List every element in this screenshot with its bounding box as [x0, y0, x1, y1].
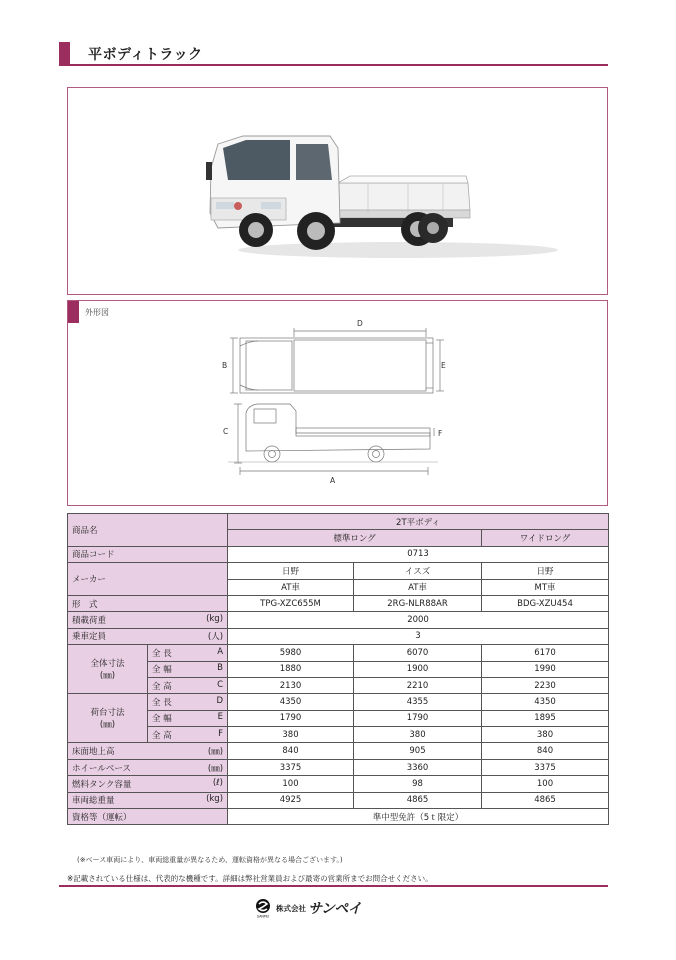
label-payload: 積載荷重 (kg) [68, 612, 228, 628]
title-accent-bar [59, 42, 70, 65]
cargo-height-3: 380 [482, 727, 609, 743]
truck-photo-frame [67, 87, 608, 295]
label-floor-height: 床面地上高 (㎜) [68, 743, 228, 759]
cargo-height-2: 380 [354, 727, 482, 743]
variant-wide: ワイドロング [482, 530, 609, 546]
cargo-width-1: 1790 [228, 710, 354, 726]
maker-1: 日野 [228, 563, 354, 579]
table-row [68, 563, 609, 579]
cargo-height-1: 380 [228, 727, 354, 743]
overall-height-2: 2210 [354, 677, 482, 693]
gross-weight-1: 4925 [228, 792, 354, 808]
label-model: 形 式 [68, 595, 228, 611]
fuel-tank-1: 100 [228, 776, 354, 792]
label-overall-dimensions: 全体寸法 (㎜) [68, 645, 148, 694]
note-weight-license: (※ベース車両により、車両総重量が異なるため、運転資格が異なる場合ございます。) [77, 856, 343, 864]
overall-width-2: 1900 [354, 661, 482, 677]
table-row [68, 792, 609, 808]
table-row [68, 727, 609, 743]
wheelbase-1: 3375 [228, 759, 354, 775]
label-license: 資格等（運転） [68, 809, 228, 825]
label-overall-height: 全 高 C [148, 677, 228, 693]
dim-letter-d: D [357, 319, 363, 328]
footer-line [59, 885, 608, 887]
transmission-1: AT車 [228, 579, 354, 595]
label-overall-length: 全 長 A [148, 645, 228, 661]
cargo-length-1: 4350 [228, 694, 354, 710]
model-2: 2RG-NLR88AR [354, 595, 482, 611]
table-row [68, 743, 609, 759]
dim-letter-b: B [222, 361, 228, 370]
maker-2: イスズ [354, 563, 482, 579]
logo-small-text: 株式会社 [276, 903, 306, 913]
gross-weight-3: 4865 [482, 792, 609, 808]
note-spec-disclaimer: ※記載されている仕様は、代表的な機種です。詳細は弊社営業員および最寄の営業所までお問合せください。 [67, 874, 433, 883]
label-maker: メーカー [68, 563, 228, 596]
label-cargo-width: 全 幅 E [148, 710, 228, 726]
company-logo [254, 898, 361, 918]
title-underline [59, 64, 608, 66]
page-title: 平ボディトラック [88, 47, 203, 63]
model-3: BDG-XZU454 [482, 595, 609, 611]
table-row [68, 661, 609, 677]
cargo-width-2: 1790 [354, 710, 482, 726]
cargo-length-3: 4350 [482, 694, 609, 710]
label-cargo-length: 全 長 D [148, 694, 228, 710]
table-row [68, 546, 609, 562]
table-row [68, 759, 609, 775]
dim-letter-f: F [438, 429, 443, 438]
overall-width-3: 1990 [482, 661, 609, 677]
floor-height-3: 840 [482, 743, 609, 759]
label-cargo-height: 全 高 F [148, 727, 228, 743]
outline-drawing [68, 301, 606, 504]
product-code-value: 0713 [228, 546, 609, 562]
capacity-value: 3 [228, 628, 609, 644]
label-fuel-tank: 燃料タンク容量 (ℓ) [68, 776, 228, 792]
sanpei-logo-icon [254, 898, 272, 918]
dim-letter-e: E [441, 361, 446, 370]
label-wheelbase: ホイールベース (㎜) [68, 759, 228, 775]
overall-width-1: 1880 [228, 661, 354, 677]
svg-text:SANPEI: SANPEI [256, 914, 270, 918]
table-row [68, 628, 609, 644]
table-row [68, 514, 609, 530]
label-product-code: 商品コード [68, 546, 228, 562]
license-value: 準中型免許（5ｔ限定） [228, 809, 609, 825]
overall-height-3: 2230 [482, 677, 609, 693]
overall-height-1: 2130 [228, 677, 354, 693]
table-row [68, 710, 609, 726]
table-row [68, 694, 609, 710]
overall-length-2: 6070 [354, 645, 482, 661]
cargo-width-3: 1895 [482, 710, 609, 726]
table-row [68, 776, 609, 792]
payload-value: 2000 [228, 612, 609, 628]
table-row [68, 612, 609, 628]
overall-length-1: 5980 [228, 645, 354, 661]
table-row [68, 809, 609, 825]
label-gross-weight: 車両総重量 (kg) [68, 792, 228, 808]
logo-big-text: サンペイ [308, 901, 362, 917]
overall-length-3: 6170 [482, 645, 609, 661]
label-product-name: 商品名 [68, 514, 228, 547]
table-row [68, 595, 609, 611]
wheelbase-2: 3360 [354, 759, 482, 775]
transmission-2: AT車 [354, 579, 482, 595]
outline-drawing-frame [67, 300, 608, 506]
fuel-tank-2: 98 [354, 776, 482, 792]
model-1: TPG-XZC655M [228, 595, 354, 611]
spec-table [67, 513, 609, 825]
dim-letter-a: A [330, 476, 336, 485]
wheelbase-3: 3375 [482, 759, 609, 775]
cargo-length-2: 4355 [354, 694, 482, 710]
table-row [68, 677, 609, 693]
floor-height-2: 905 [354, 743, 482, 759]
drawing-label: 外形図 [85, 308, 109, 317]
dim-letter-c: C [223, 427, 229, 436]
label-cargo-dimensions: 荷台寸法 (㎜) [68, 694, 148, 743]
fuel-tank-3: 100 [482, 776, 609, 792]
gross-weight-2: 4865 [354, 792, 482, 808]
maker-3: 日野 [482, 563, 609, 579]
variant-standard: 標準ロング [228, 530, 482, 546]
label-capacity: 乗車定員 (人) [68, 628, 228, 644]
truck-photo [68, 88, 606, 293]
body-type: 2T平ボディ [228, 514, 609, 530]
floor-height-1: 840 [228, 743, 354, 759]
label-overall-width: 全 幅 B [148, 661, 228, 677]
table-row [68, 645, 609, 661]
transmission-3: MT車 [482, 579, 609, 595]
